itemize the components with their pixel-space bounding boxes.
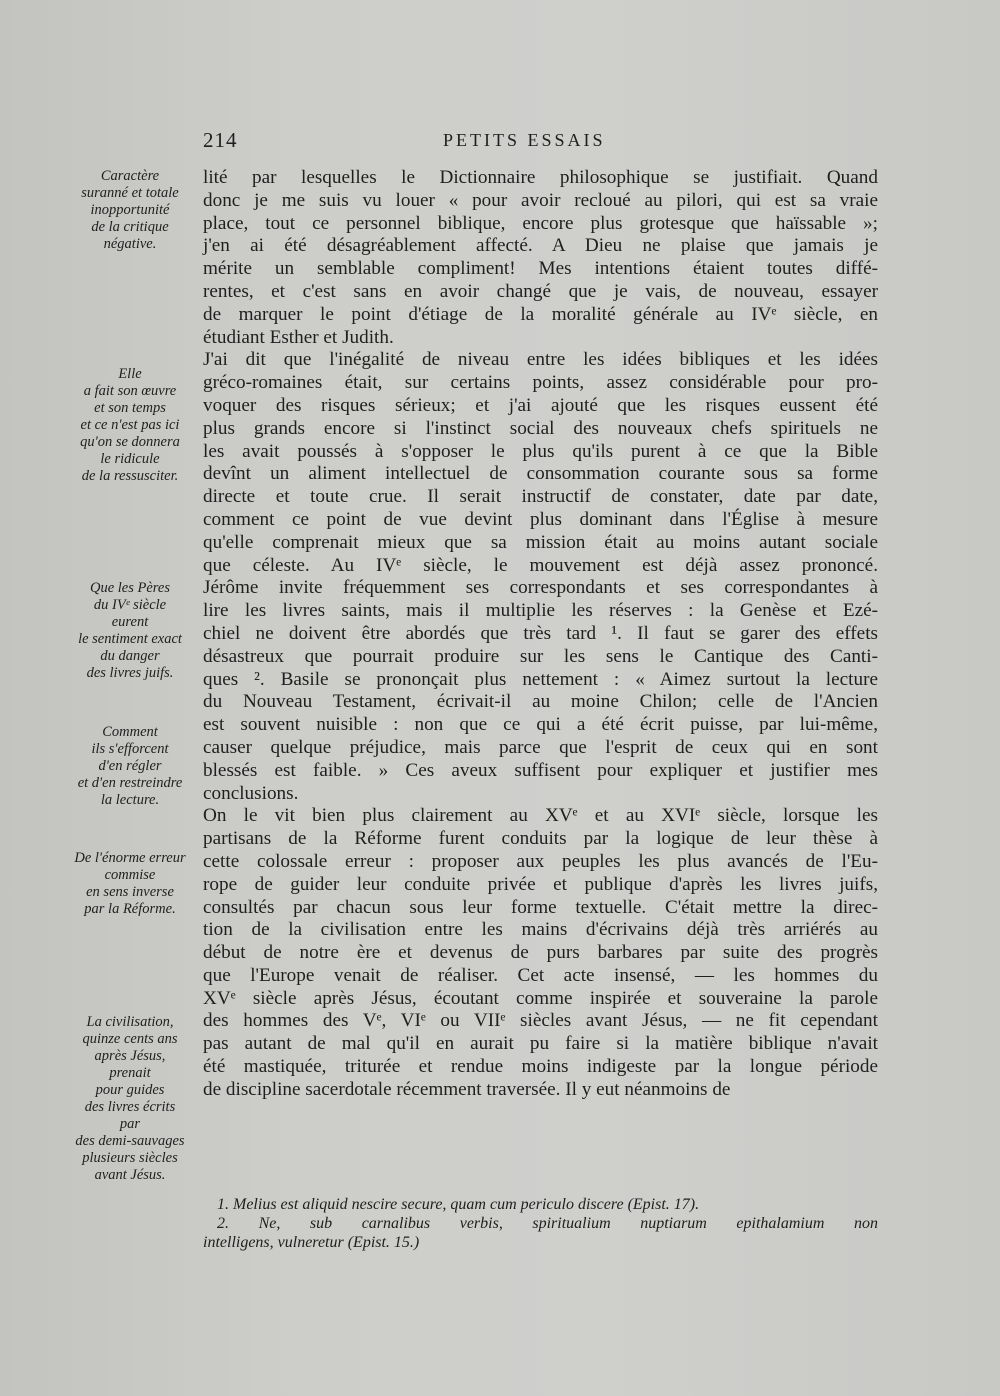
text-line: gréco-romaines était, sur certains points, assez considérable pour pro- [203, 372, 878, 394]
margin-note-line: et d'en restreindre [77, 775, 183, 791]
text-line: est souvent nuisible : non que ce qui a été écrit puisse, par lui-même, [203, 714, 878, 736]
text-line: de discipline sacerdotale récemment traversée. Il y eut néanmoins de [203, 1078, 731, 1100]
margin-note [60, 724, 200, 809]
text-line: XVᵉ siècle après Jésus, écoutant comme inspirée et souveraine la parole [203, 987, 878, 1009]
margin-note-line: Caractère [100, 168, 160, 184]
margin-note [60, 168, 200, 253]
text-line: étudiant Esther et Judith. [203, 326, 394, 348]
margin-note [60, 1014, 200, 1184]
margin-note-line: plusieurs siècles [82, 1150, 178, 1166]
text-line: plus grands encore si l'instinct social des nouveaux chefs spirituels ne [203, 417, 878, 439]
text-line: de marquer le point d'étiage de la moralité générale au IVᵉ siècle, en [203, 303, 878, 325]
margin-note-line: Elle [118, 366, 142, 382]
text-line: rentes, et c'est sans en avoir changé que je vais, de nouveau, essayer [203, 280, 878, 302]
margin-note-line: suranné et totale [81, 185, 179, 201]
margin-note-line: négative. [103, 236, 157, 252]
margin-note-line: du danger [100, 648, 160, 664]
margin-note-line: en sens inverse [86, 884, 174, 900]
margin-note-line: pour guides [95, 1082, 165, 1098]
margin-note-line: Que les Pères [90, 580, 170, 596]
margin-note-line: commise [104, 867, 156, 883]
text-line: devînt un aliment intellectuel de consommation courante sous sa forme [203, 463, 878, 485]
text-line: que céleste. Au IVᵉ siècle, le mouvement est déjà assez prononcé. [203, 554, 878, 576]
margin-note-line: De l'énorme erreur [74, 850, 186, 866]
text-line: chiel ne doivent être abordés que très tard ¹. Il faut se garer des effets [203, 622, 878, 644]
text-line: Jérôme invite fréquemment ses correspondants et ses correspondantes à [203, 577, 878, 599]
text-line: comment ce point de vue devint plus dominant dans l'Église à mesure [203, 508, 878, 530]
text-line: conclusions. [203, 782, 299, 804]
margin-note-line: inopportunité [90, 202, 170, 218]
margin-note-line: de la critique [91, 219, 169, 235]
footnote-line: 1. Melius est aliquid nescire secure, quam cum periculo discere (Epist. 17). [217, 1196, 700, 1213]
text-line: mérite un semblable compliment! Mes intentions étaient toutes diffé- [203, 258, 878, 280]
margin-note-line: des livres écrits [84, 1099, 176, 1115]
page-number: 214 [203, 128, 238, 152]
text-line: place, tout ce personnel biblique, encore plus grotesque que haïssable »; [203, 212, 878, 234]
margin-note-line: avant Jésus. [94, 1167, 166, 1183]
margin-note-line: Comment [102, 724, 158, 740]
margin-note [60, 366, 200, 485]
margin-note-line: par la Réforme. [84, 901, 176, 917]
margin-note-line: d'en régler [98, 758, 162, 774]
margin-note-line: après Jésus, [94, 1048, 166, 1064]
text-line: voquer des risques sérieux; et j'ai ajouté que les risques eussent été [203, 394, 878, 416]
margin-note-line: La civilisation, [86, 1014, 174, 1030]
text-line: lité par lesquelles le Dictionnaire philosophique se justifiait. Quand [203, 167, 878, 188]
margin-note-line: le sentiment exact [78, 631, 182, 647]
page-header [203, 128, 883, 158]
footnote-line: 2. Ne, sub carnalibus verbis, spiritualium nuptiarum epithalamium non [217, 1215, 878, 1232]
text-line: directe et toute crue. Il serait instructif de constater, date par date, [203, 486, 878, 508]
text-line: début de notre ère et devenus de purs barbares par suite des progrès [203, 942, 878, 964]
margin-note-line: eurent [111, 614, 149, 630]
text-line: tion de la civilisation entre les mains d'écrivains déjà très arriérés au [203, 919, 878, 941]
margin-note [60, 850, 200, 918]
text-line: désastreux que pourrait produire sur les sens le Cantique des Canti- [203, 645, 878, 667]
margin-note-line: des demi-sauvages [75, 1133, 185, 1149]
footnotes [203, 1195, 878, 1252]
margin-note-line: et ce n'est pas ici [80, 417, 180, 433]
text-line: blessés est faible. » Ces aveux suffisent pour expliquer et justifier mes [203, 759, 878, 781]
text-line: ques ². Basile se prononçait plus nettement : « Aimez surtout la lecture [203, 668, 878, 690]
text-line: causer quelque préjudice, mais parce que l'esprit de ceux qui en sont [203, 736, 878, 758]
margin-note-line: quinze cents ans [82, 1031, 178, 1047]
text-line: J'ai dit que l'inégalité de niveau entre les idées bibliques et les idées [203, 349, 878, 371]
text-line: que l'Europe venait de réaliser. Cet acte insensé, — les hommes du [203, 964, 878, 986]
margin-note [60, 580, 200, 682]
text-line: consultés par chacun sous leur forme textuelle. C'était mettre la direc- [203, 896, 878, 918]
text-line: partisans de la Réforme furent conduits par la logique de leur thèse à [203, 828, 878, 850]
text-line: On le vit bien plus clairement au XVᵉ et au XVIᵉ siècle, lorsque les [203, 805, 878, 827]
margin-note-line: le ridicule [100, 451, 160, 467]
text-line: pas autant de mal qu'il en aurait pu faire si la matière biblique n'avait [203, 1033, 878, 1055]
text-line: donc je me suis vu louer « pour avoir recloué au pilori, qui est sa vraie [203, 189, 878, 211]
text-line: qu'elle comprenait mieux que sa mission était au moins autant sociale [203, 531, 878, 553]
margin-note-line: qu'on se donnera [80, 434, 180, 450]
body-text [203, 167, 878, 1102]
margin-note-line: a fait son œuvre [83, 383, 177, 399]
text-line: lire les livres saints, mais il multiplie les réserves : la Genèse et Ezé- [203, 600, 878, 622]
text-line: des hommes des Vᵉ, VIᵉ ou VIIᵉ siècles avant Jésus, — ne fit cependant [203, 1010, 878, 1032]
text-line: du Nouveau Testament, écrivait-il au moine Chilon; celle de l'Ancien [203, 691, 878, 713]
text-line: les avait poussés à s'opposer le plus qu'ils purent à ce que la Bible [203, 440, 878, 462]
text-line: j'en ai été désagréablement affecté. A Dieu ne plaise que jamais je [203, 235, 878, 257]
margin-note-line: de la ressusciter. [81, 468, 179, 484]
margin-note-line: des livres juifs. [86, 665, 174, 681]
text-line: été mastiquée, triturée et rendue moins indigeste par la longue période [203, 1056, 878, 1078]
margin-note-line: et son temps [94, 400, 166, 416]
margin-note-line: ils s'efforcent [91, 741, 169, 757]
margin-note-line: la lecture. [100, 792, 160, 808]
footnote-line: intelligens, vulneretur (Epist. 15.) [203, 1234, 420, 1251]
margin-note-line: du IVᵉ siècle [93, 597, 167, 613]
running-title: PETITS ESSAIS [443, 130, 606, 150]
text-line: cette colossale erreur : proposer aux peuples les plus avancés de l'Eu- [203, 850, 878, 872]
margin-note-line: par [119, 1116, 141, 1132]
margin-note-line: prenait [109, 1065, 151, 1081]
text-line: rope de guider leur conduite privée et publique d'après les livres juifs, [203, 873, 878, 895]
